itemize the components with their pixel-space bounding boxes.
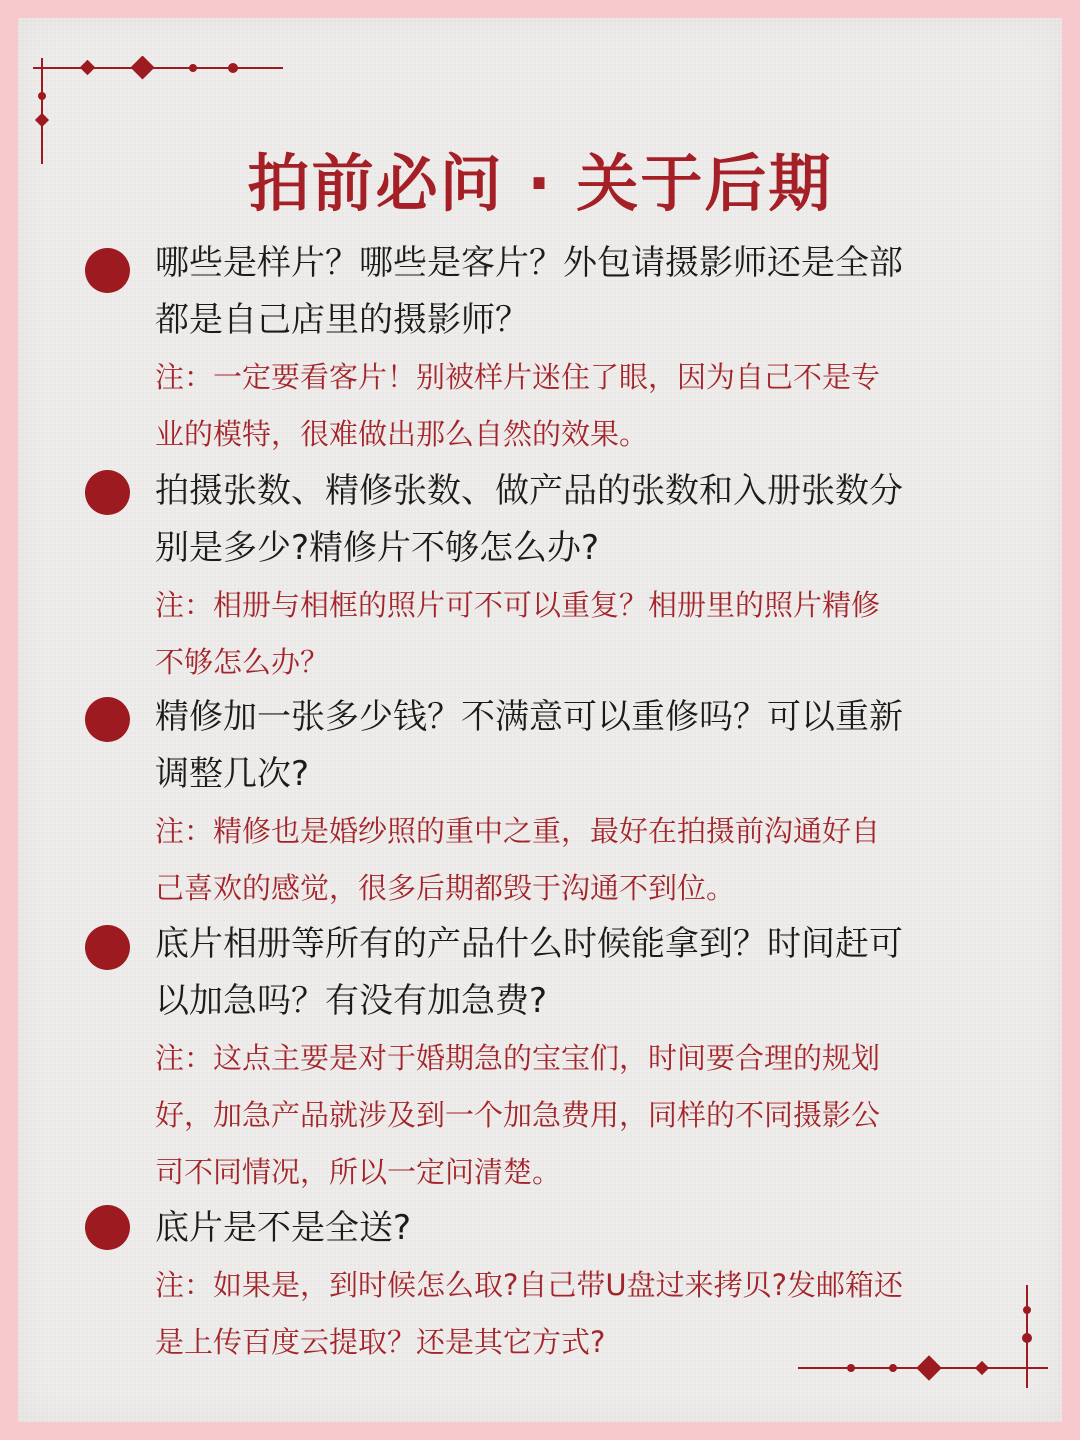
- bullet-dot-icon: [85, 248, 130, 293]
- note-line: 不够怎么办？: [155, 645, 330, 679]
- note-line: 好，加急产品就涉及到一个加急费用，同样的不同摄影公: [155, 1098, 881, 1132]
- question-line: 以加急吗？有没有加急费?: [155, 981, 548, 1021]
- question-line: 调整几次?: [155, 754, 310, 794]
- question-line: 底片相册等所有的产品什么时候能拿到？时间赶可: [155, 924, 903, 964]
- note-line: 业的模特，很难做出那么自然的效果。: [155, 417, 649, 451]
- question-line: 底片是不是全送?: [155, 1208, 412, 1248]
- question-line: 都是自己店里的摄影师？: [155, 300, 529, 340]
- question-line: 拍摄张数、精修张数、做产品的张数和入册张数分: [155, 471, 903, 511]
- note-line: 司不同情况，所以一定问清楚。: [155, 1155, 562, 1189]
- bullet-dot-icon: [85, 1205, 130, 1250]
- question-line: 精修加一张多少钱？不满意可以重修吗？可以重新: [155, 697, 903, 737]
- note-line: 注：如果是，到时候怎么取?自己带U盘过来拷贝?发邮箱还: [155, 1268, 904, 1302]
- question-line: 哪些是样片？哪些是客片？外包请摄影师还是全部: [155, 243, 903, 283]
- page-title: 拍前必问 · 关于后期: [247, 147, 833, 220]
- bullet-dot-icon: [85, 925, 130, 970]
- note-line: 注：相册与相框的照片可不可以重复？相册里的照片精修: [155, 588, 881, 622]
- note-line: 注：一定要看客片！别被样片迷住了眼，因为自己不是专: [155, 360, 881, 394]
- bullet-dot-icon: [85, 470, 130, 515]
- note-line: 注：精修也是婚纱照的重中之重，最好在拍摄前沟通好自: [155, 814, 881, 848]
- question-line: 别是多少?精修片不够怎么办?: [155, 528, 600, 568]
- note-line: 己喜欢的感觉，很多后期都毁于沟通不到位。: [155, 871, 736, 905]
- bullet-dot-icon: [85, 697, 130, 742]
- note-line: 是上传百度云提取？还是其它方式?: [155, 1325, 606, 1359]
- note-line: 注：这点主要是对于婚期急的宝宝们，时间要合理的规划: [155, 1041, 881, 1075]
- card: [18, 18, 1062, 1422]
